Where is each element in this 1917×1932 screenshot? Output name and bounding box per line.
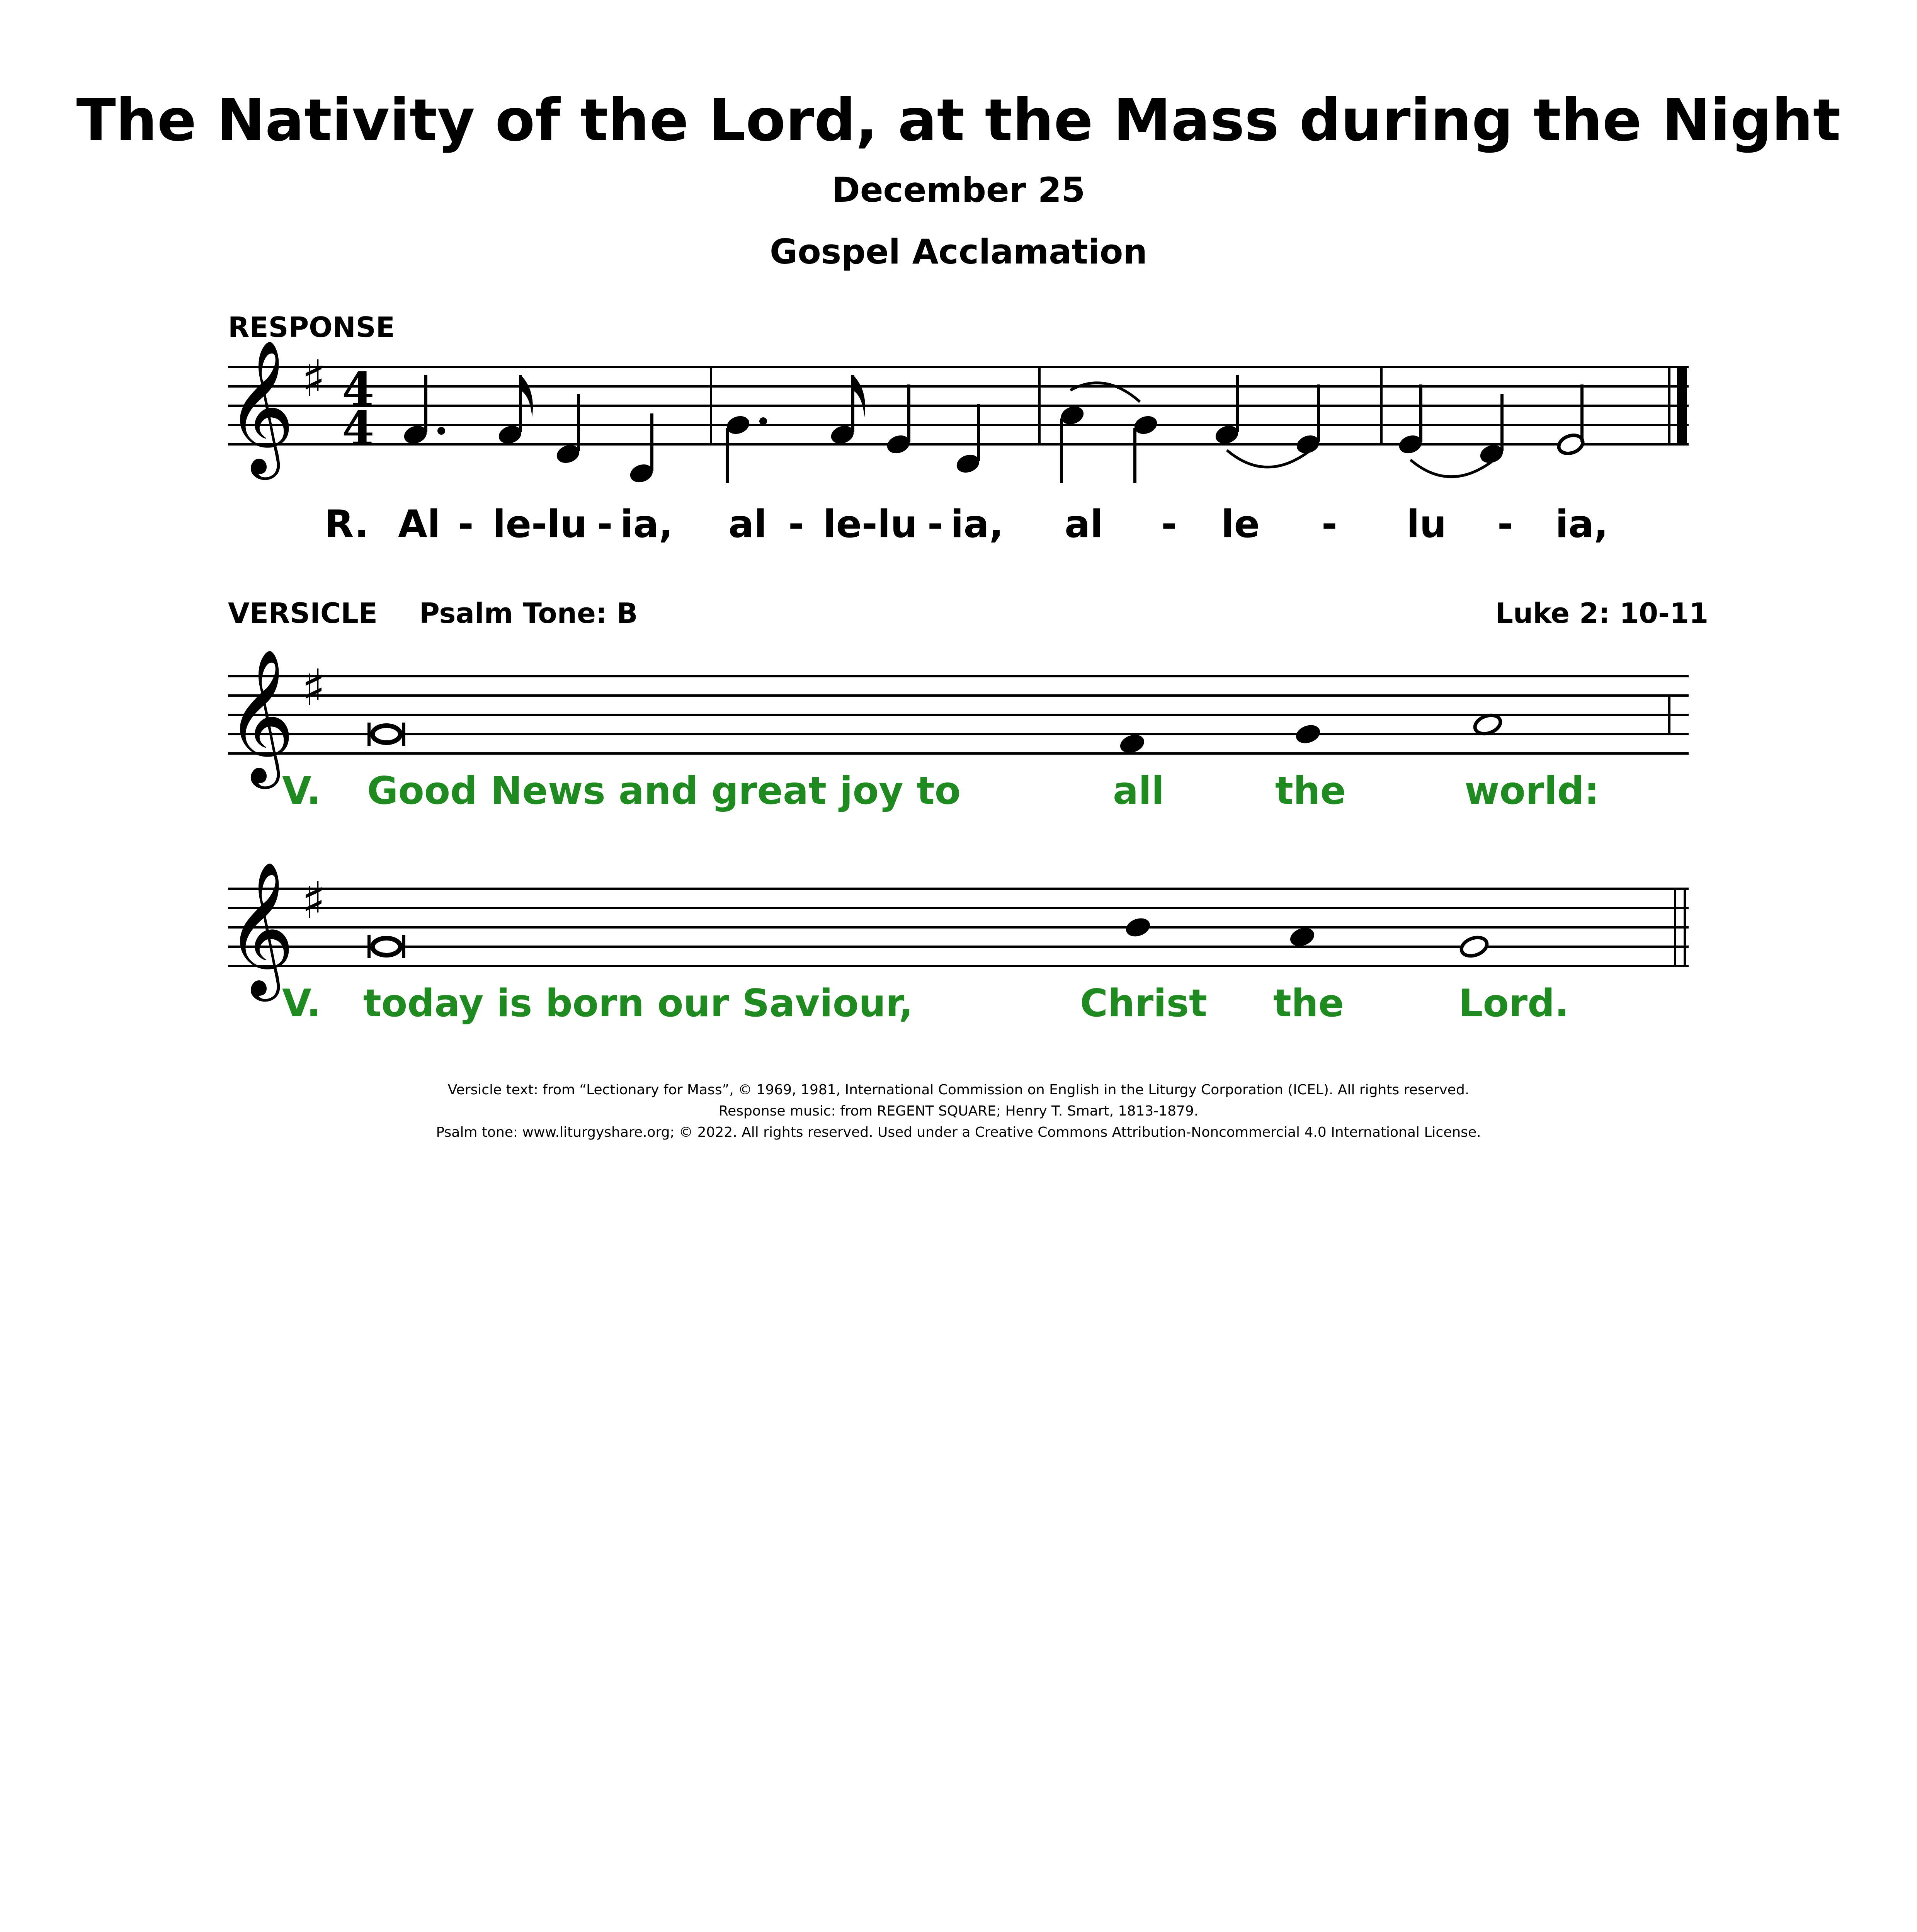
lyric-syllable: al: [1065, 502, 1103, 546]
section-subtitle: Gospel Acclamation: [770, 232, 1147, 272]
lyric-hyphen: -: [1497, 502, 1513, 546]
time-signature-bottom: 4: [342, 401, 374, 456]
reciting-text: Good News and great joy to: [367, 769, 961, 813]
versicle-marker: V.: [282, 981, 321, 1026]
sharp-icon: ♯: [301, 349, 326, 408]
scripture-reference: Luke 2: 10-11: [1495, 597, 1709, 629]
final-barline-thick: [1677, 367, 1687, 444]
lyric-hyphen: -: [1161, 502, 1177, 546]
note-g-quarter: [885, 384, 912, 456]
lyric-syllable: le-lu: [493, 502, 587, 546]
feast-date: December 25: [832, 170, 1085, 210]
lyric-syllable: le-lu: [823, 502, 918, 546]
versicle-word: all: [1113, 769, 1165, 813]
breve-reciting-note: [369, 935, 404, 958]
note-g-quarter: [1294, 384, 1322, 456]
lyric-hyphen: -: [597, 502, 613, 546]
lyric-syllable: Al: [398, 502, 441, 546]
versicle-label: VERSICLE: [228, 597, 378, 629]
lyric-hyphen: -: [1322, 502, 1337, 546]
breve-reciting-note: [369, 723, 404, 746]
note-g-white: [1459, 934, 1490, 959]
versicle-staff-1: [0, 648, 1917, 783]
note-g-quarter: [1397, 384, 1424, 456]
lyric-syllable: ia,: [1555, 502, 1608, 546]
credit-line: Psalm tone: www.liturgyshare.org; © 2022. All rights reserved. Used under a Creative Commons Attribution-Noncommercial 4.0 International License.: [436, 1124, 1481, 1140]
slur: [1410, 460, 1492, 477]
versicle-word: Lord.: [1459, 981, 1569, 1026]
treble-clef-icon: 𝄞: [226, 648, 295, 783]
response-marker: R.: [325, 502, 369, 546]
page-title: The Nativity of the Lord, at the Mass during the Night: [76, 87, 1841, 154]
response-label: RESPONSE: [228, 311, 395, 344]
reciting-text: today is born our Saviour,: [363, 981, 913, 1026]
lyric-hyphen: -: [927, 502, 943, 546]
versicle-word: world:: [1465, 769, 1600, 813]
note-g-half: [1556, 384, 1585, 457]
time-signature-top: 4: [342, 362, 374, 417]
lyric-syllable: lu: [1407, 502, 1447, 546]
note-b-black: [1123, 915, 1152, 939]
slur: [1227, 450, 1308, 467]
treble-clef-icon: 𝄞: [226, 861, 295, 995]
credit-line: Versicle text: from “Lectionary for Mass”, © 1969, 1981, International Commission on English in the Liturgy Corporation (ICEL). All rights reserved.: [447, 1082, 1470, 1098]
versicle-word: Christ: [1080, 981, 1207, 1026]
versicle-staff-2: [0, 861, 1917, 995]
note-b-dotted-quarter: [724, 413, 767, 483]
sharp-icon: ♯: [301, 871, 326, 930]
lyric-syllable: ia,: [951, 502, 1004, 546]
lyric-syllable: le: [1221, 502, 1260, 546]
treble-clef-icon: 𝄞: [226, 339, 295, 474]
note-e-quarter: [954, 404, 981, 476]
lyric-syllable: al: [728, 502, 767, 546]
psalm-tone-label: Psalm Tone: B: [419, 597, 638, 629]
lyric-hyphen: -: [458, 502, 474, 546]
versicle-word: the: [1275, 769, 1346, 813]
versicle-marker: V.: [282, 769, 321, 813]
note-b-quarter: [1132, 413, 1159, 483]
credit-line: Response music: from REGENT SQUARE; Henry T. Smart, 1813-1879.: [718, 1103, 1199, 1119]
sharp-icon: ♯: [301, 658, 326, 717]
note-g-black: [1293, 722, 1322, 746]
versicle-word: the: [1273, 981, 1344, 1026]
lyric-hyphen: -: [788, 502, 804, 546]
lyric-syllable: ia,: [620, 502, 673, 546]
